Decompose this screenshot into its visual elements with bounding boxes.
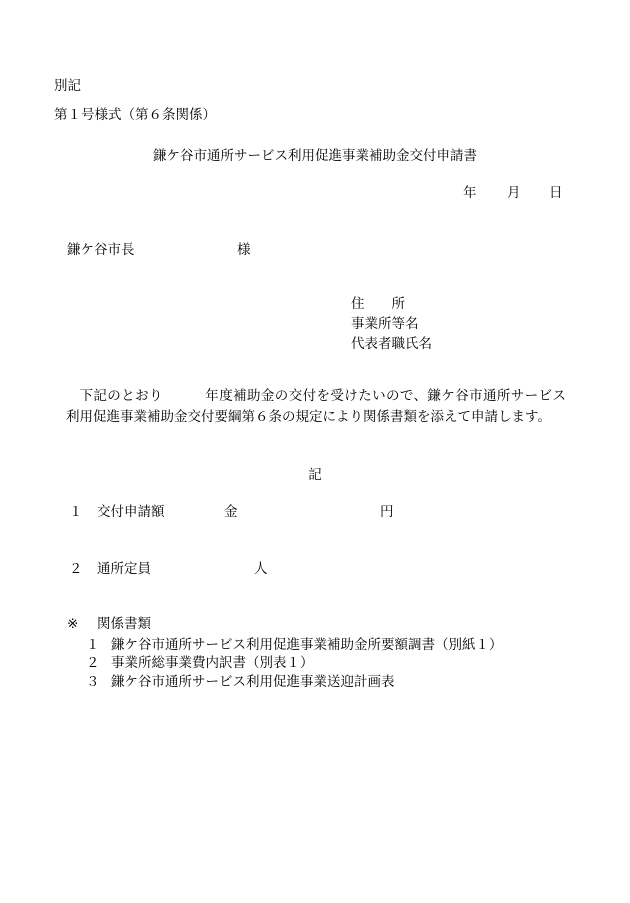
amount-unit: 円: [380, 504, 394, 520]
attachments-heading: 関係書類: [97, 616, 151, 632]
amount-prefix: 金: [224, 504, 238, 520]
attachment-number: ２: [86, 655, 100, 671]
attachment-text: 鎌ケ谷市通所サービス利用促進事業送迎計画表: [111, 674, 395, 690]
attachment-text: 鎌ケ谷市通所サービス利用促進事業補助金所要額調書（別紙１）: [111, 637, 503, 653]
applicant-address-label: 住 所: [351, 296, 405, 312]
applicant-office-label: 事業所等名: [351, 316, 419, 332]
note-mark: ※: [67, 616, 79, 632]
page-title: 鎌ケ谷市通所サービス利用促進事業補助金交付申請書: [153, 148, 477, 164]
form-number: 第１号様式（第６条関係）: [54, 107, 216, 123]
applicant-representative-label: 代表者職氏名: [351, 336, 432, 352]
date-year: 年: [463, 185, 477, 201]
capacity-unit: 人: [254, 561, 268, 577]
date-month: 月: [507, 185, 521, 201]
attachment-number: １: [86, 637, 100, 653]
date-day: 日: [549, 185, 563, 201]
attachment-text: 事業所総事業費内訳書（別表１）: [111, 655, 314, 671]
addressee-name: 鎌ケ谷市長: [67, 242, 135, 258]
item-label: 通所定員: [97, 561, 151, 577]
item-number: １: [69, 504, 83, 520]
attachment-number: ３: [86, 674, 100, 690]
body-text-part1: 下記のとおり: [79, 388, 163, 404]
ki-heading: 記: [308, 467, 322, 483]
item-label: 交付申請額: [97, 504, 165, 520]
item-number: ２: [69, 561, 83, 577]
annex-label: 別記: [54, 78, 81, 94]
body-paragraph: [66, 386, 566, 428]
body-text-part2: 年度補助金の交付を受けたいので、鎌ケ谷市通所サービス利用促進事業補助金交付要綱第６条の規定により関係書類を添えて申請します。: [66, 388, 567, 425]
addressee-honorific: 様: [237, 242, 251, 258]
